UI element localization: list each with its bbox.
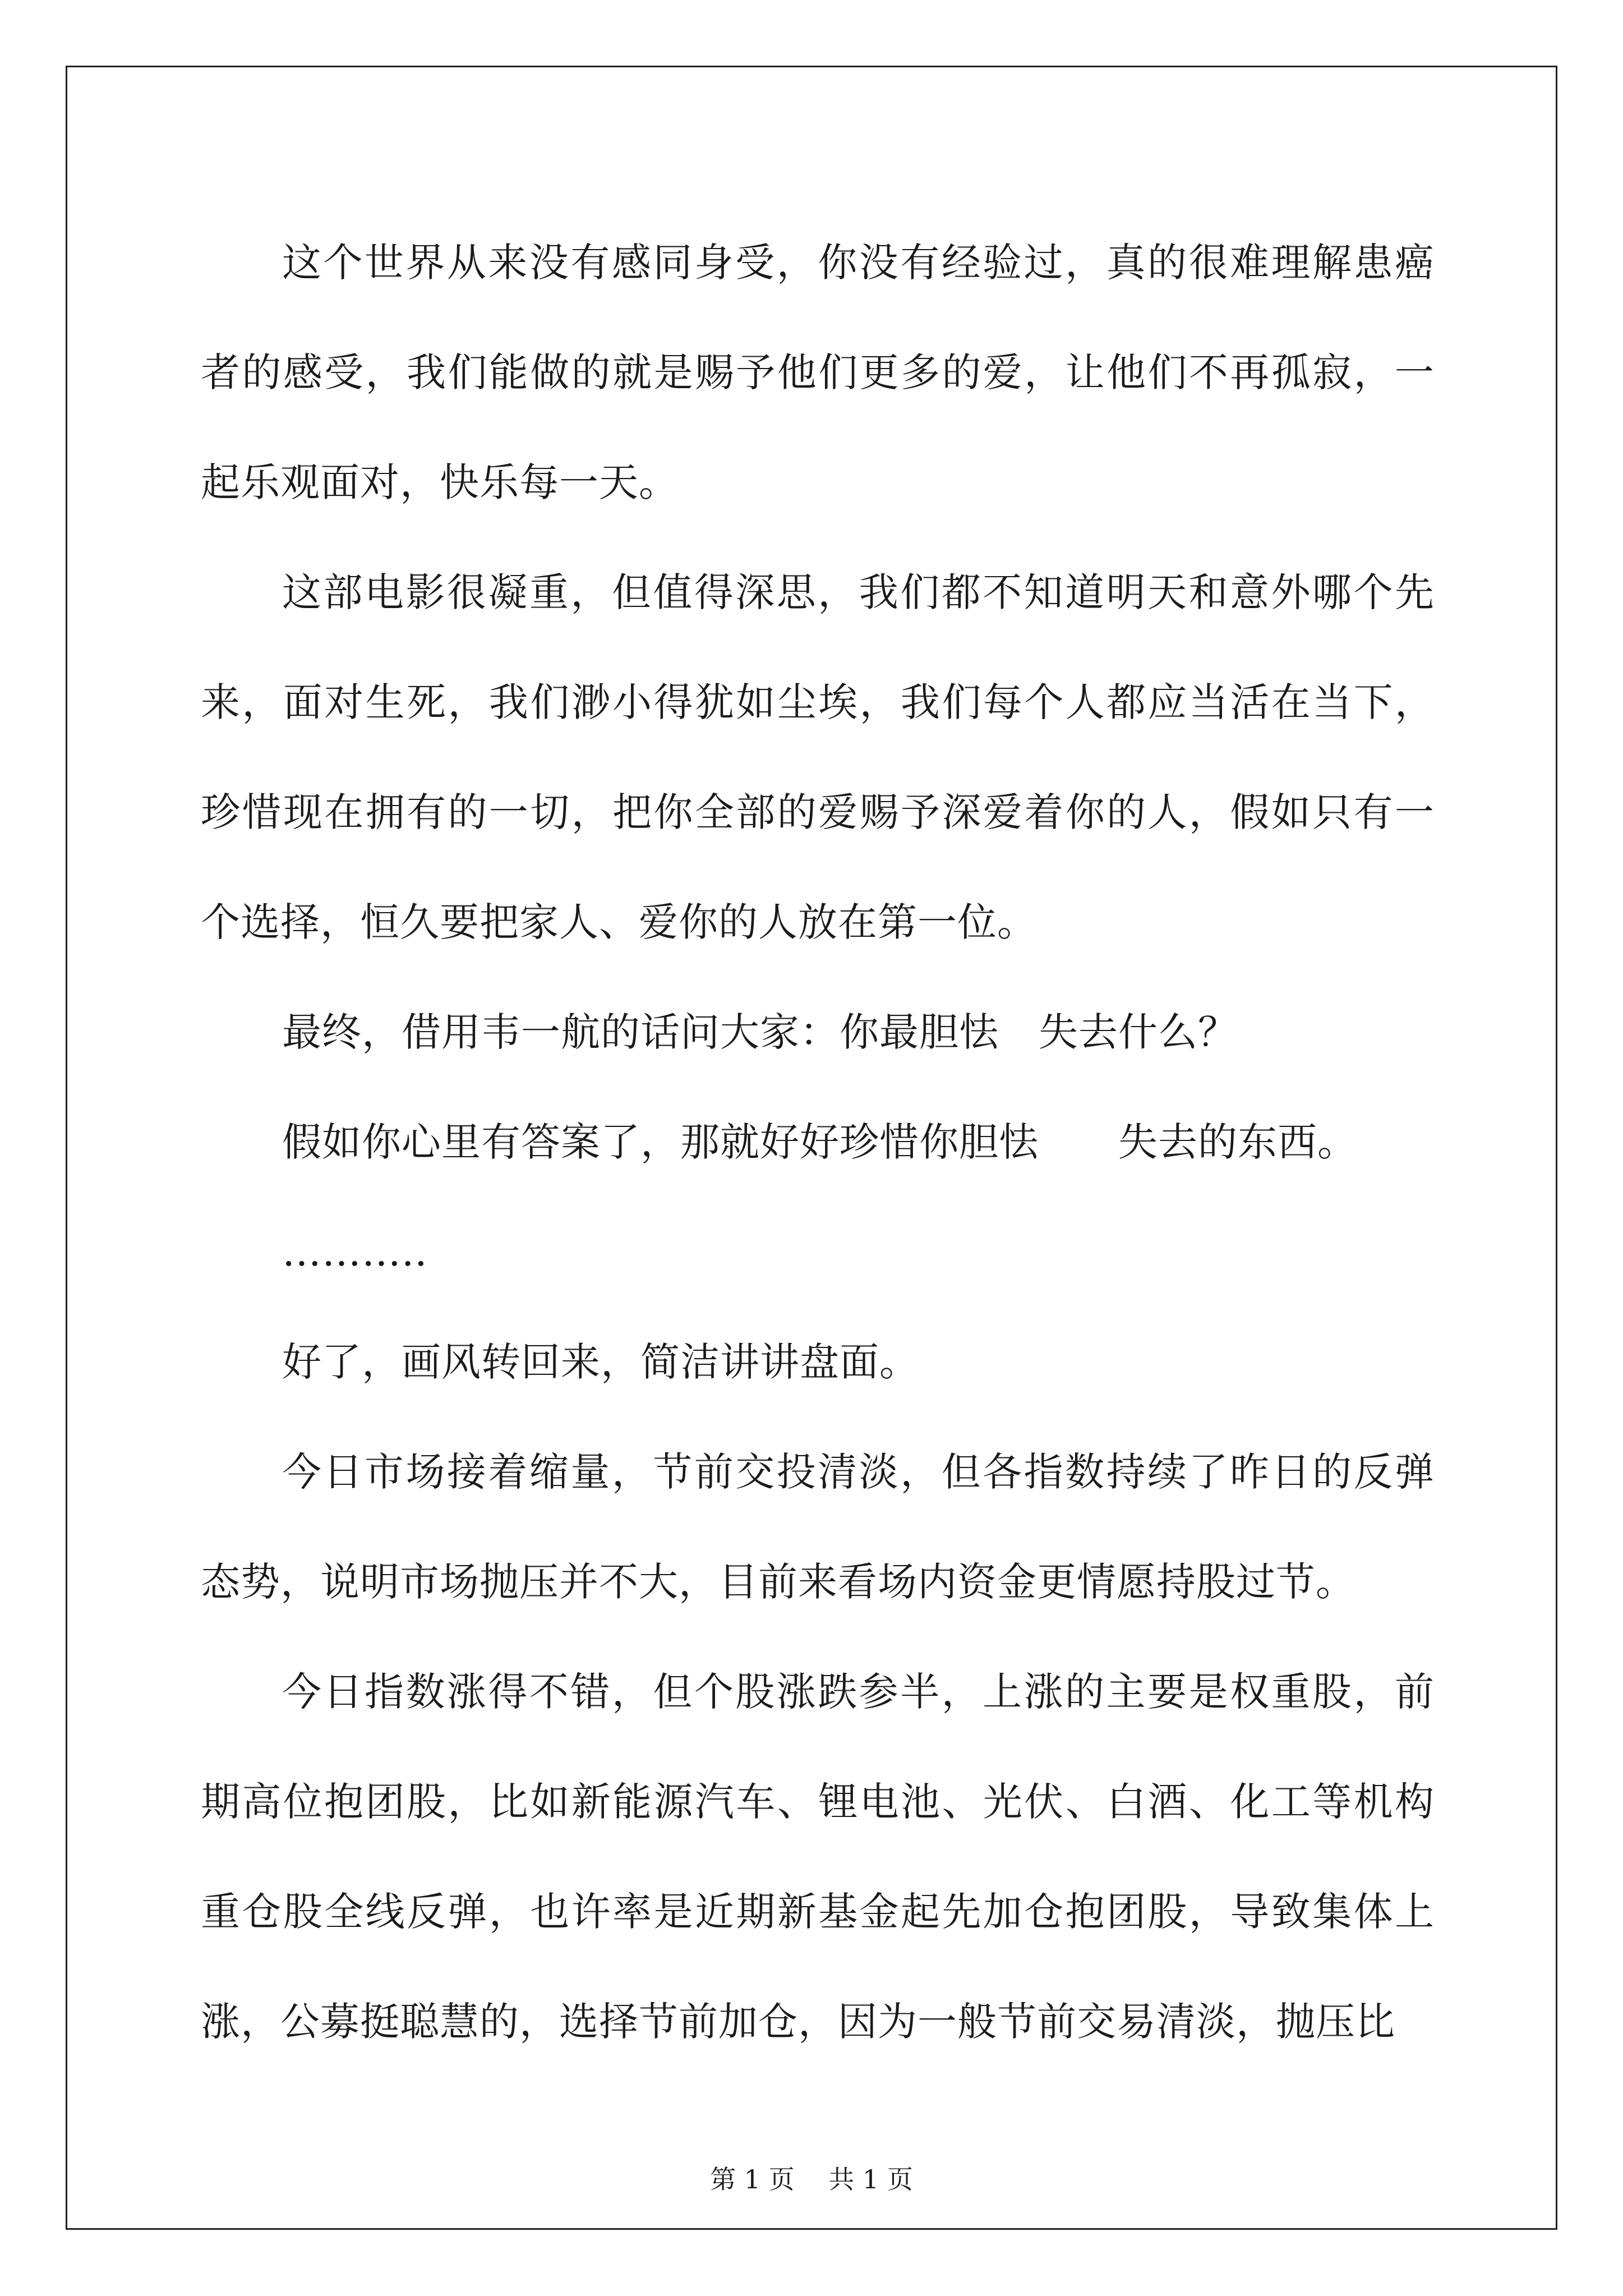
document-body [201,208,1435,2077]
paragraph: 今日市场接着缩量，节前交投清淡，但各指数持续了昨日的反弹态势，说明市场抛压并不大，目前来看场内资金更情愿持股过节。 [201,1449,1435,1605]
page-footer: 第 1 页 共 1 页 [710,2164,913,2194]
paragraph: 最终，借用韦一航的话问大家：你最胆怯 失去什么？ [282,1009,1238,1055]
paragraph: 假如你心里有答案了，那就好好珍惜你胆怯 失去的东西。 [282,1119,1357,1165]
paragraph: 今日指数涨得不错，但个股涨跌参半，上涨的主要是权重股，前期高位抱团股，比如新能源汽车、锂电池、光伏、白酒、化工等机构重仓股全线反弹，也许率是近期新基金起先加仓抱团股，导致集体上涨，公募挺聪慧的，选择节前加仓，因为一般节前交易清淡，抛压比 [201,1669,1435,2045]
paragraph: 好了，画风转回来，简洁讲讲盘面。 [282,1339,919,1385]
paragraph: 这个世界从来没有感同身受，你没有经验过，真的很难理解患癌者的感受，我们能做的就是赐予他们更多的爱，让他们不再孤寂，一起乐观面对，快乐每一天。 [201,240,1435,505]
paragraph: 这部电影很凝重，但值得深思，我们都不知道明天和意外哪个先来，面对生死，我们渺小得犹如尘埃，我们每个人都应当活在当下，珍惜现在拥有的一切，把你全部的爱赐予深爱着你的人，假如只有一个选择，恒久要把家人、爱你的人放在第一位。 [201,569,1435,945]
paragraph-ellipsis: ……….. [282,1229,428,1275]
